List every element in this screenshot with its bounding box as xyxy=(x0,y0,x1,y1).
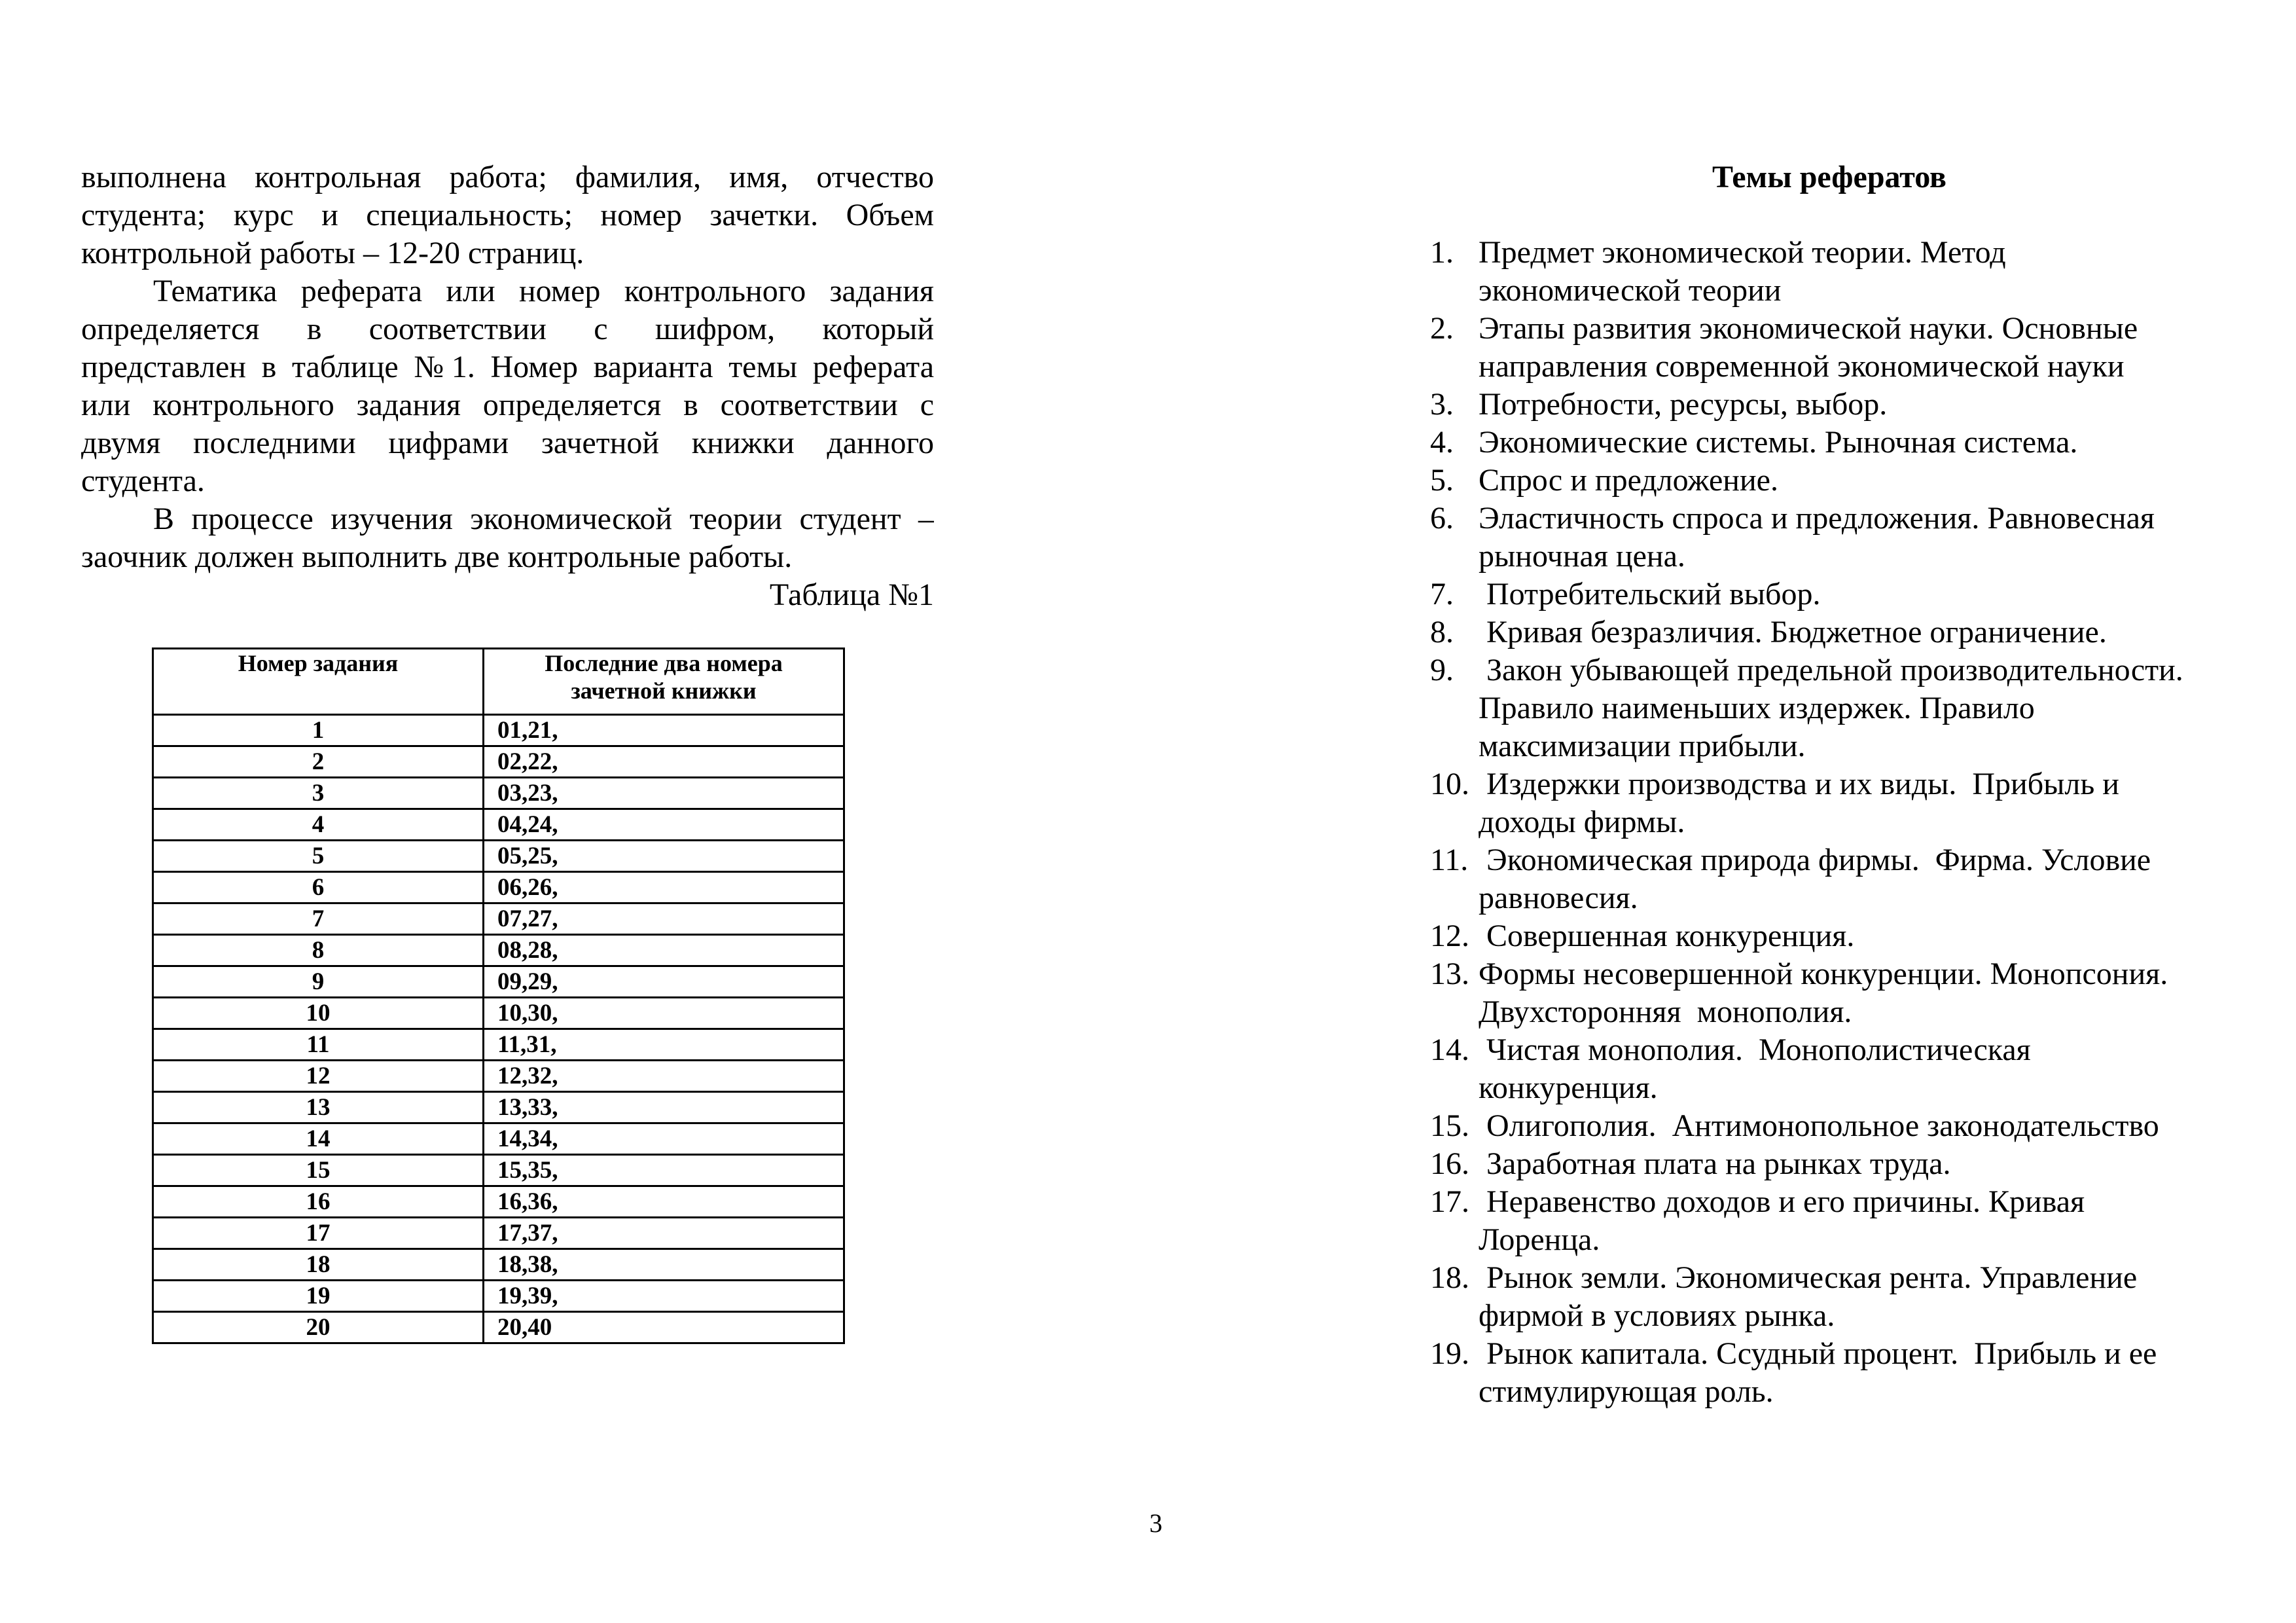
topic-item xyxy=(1430,651,2235,765)
topic-number: 8. xyxy=(1430,615,1454,649)
topic-number: 19. xyxy=(1430,1336,1469,1371)
topic-line: рыночная цена. xyxy=(1479,539,1685,574)
task-number-cell: 12 xyxy=(153,1061,484,1092)
topic-line: Спрос и предложение. xyxy=(1479,463,1778,498)
table-header-row xyxy=(153,649,844,715)
topic-number: 11. xyxy=(1430,843,1469,877)
record-digits-cell: 10,30, xyxy=(484,998,844,1029)
topic-item xyxy=(1430,765,2235,841)
topic-number: 10. xyxy=(1430,767,1469,801)
topic-text xyxy=(1479,500,2155,575)
topic-number: 6. xyxy=(1430,501,1454,536)
paragraph-line: определяется в соответствии с шифром, который xyxy=(81,312,934,346)
topic-item xyxy=(1430,575,2235,613)
record-digits-cell: 12,32, xyxy=(484,1061,844,1092)
table-caption: Таблица №1 xyxy=(769,577,934,612)
topic-text xyxy=(1479,955,2168,1031)
topic-number: 18. xyxy=(1430,1260,1469,1295)
task-number-cell: 9 xyxy=(153,966,484,998)
header-record-book-digits: Последние два номера зачетной книжки xyxy=(484,649,844,715)
record-digits-cell: 02,22, xyxy=(484,746,844,778)
topics-list xyxy=(1430,234,2235,1411)
topic-line: Предмет экономической теории. Метод xyxy=(1479,235,2006,270)
task-number-cell: 1 xyxy=(153,715,484,746)
topic-line: Совершенная конкуренция. xyxy=(1479,919,1855,953)
topic-item xyxy=(1430,1183,2235,1259)
topic-line: Рынок капитала. Ссудный процент. Прибыль и ее xyxy=(1479,1336,2157,1371)
topic-line: Лоренца. xyxy=(1479,1222,1600,1257)
topic-text xyxy=(1479,1031,2031,1107)
topic-number: 3. xyxy=(1430,387,1454,422)
task-number-cell: 20 xyxy=(153,1312,484,1343)
table-row xyxy=(153,966,844,998)
topic-text xyxy=(1479,1145,1951,1183)
table-row xyxy=(153,872,844,903)
record-digits-cell: 04,24, xyxy=(484,809,844,841)
record-digits-cell: 13,33, xyxy=(484,1092,844,1123)
table-row xyxy=(153,1218,844,1249)
topic-number: 4. xyxy=(1430,425,1454,460)
topic-number: 17. xyxy=(1430,1184,1469,1219)
topic-item xyxy=(1430,462,2235,500)
right-page-topics xyxy=(1430,158,2235,1411)
paragraph-line: студента; курс и специальность; номер зачетки. Объем xyxy=(81,198,934,232)
record-digits-cell: 18,38, xyxy=(484,1249,844,1281)
paragraph-line: двумя последними цифрами зачетной книжки данного xyxy=(81,426,934,460)
task-number-cell: 16 xyxy=(153,1186,484,1218)
topic-line: направления современной экономической науки xyxy=(1479,349,2125,384)
topic-item xyxy=(1430,841,2235,917)
table-row xyxy=(153,1061,844,1092)
topic-item xyxy=(1430,386,2235,424)
topic-line: Потребительский выбор. xyxy=(1479,577,1821,611)
topic-text xyxy=(1479,1335,2157,1411)
topic-item xyxy=(1430,917,2235,955)
topic-item xyxy=(1430,500,2235,575)
topic-line: Неравенство доходов и его причины. Кривая xyxy=(1479,1184,2085,1219)
table-row xyxy=(153,746,844,778)
topic-item xyxy=(1430,1031,2235,1107)
topic-item xyxy=(1430,1107,2235,1145)
topic-line: Экономическая природа фирмы. Фирма. Условие xyxy=(1479,843,2151,877)
topic-number: 13. xyxy=(1430,957,1469,991)
paragraph-line: представлен в таблице №1. Номер варианта темы реферата xyxy=(81,350,934,384)
topic-line: Чистая монополия. Монополистическая xyxy=(1479,1032,2031,1067)
topic-text xyxy=(1479,386,1887,424)
task-number-cell: 4 xyxy=(153,809,484,841)
topic-line: Рынок земли. Экономическая рента. Управление xyxy=(1479,1260,2138,1295)
task-number-cell: 19 xyxy=(153,1281,484,1312)
record-digits-cell: 01,21, xyxy=(484,715,844,746)
paragraph-line: студента. xyxy=(81,464,205,498)
topic-number: 15. xyxy=(1430,1108,1469,1143)
record-digits-cell: 19,39, xyxy=(484,1281,844,1312)
task-number-cell: 5 xyxy=(153,841,484,872)
topic-text xyxy=(1479,765,2119,841)
topic-line: Этапы развития экономической науки. Основные xyxy=(1479,311,2138,346)
topic-line: Формы несовершенной конкуренции. Монопсония. xyxy=(1479,957,2168,991)
task-number-cell: 14 xyxy=(153,1123,484,1155)
topic-line: равновесия. xyxy=(1479,881,1638,915)
task-number-cell: 18 xyxy=(153,1249,484,1281)
table-row xyxy=(153,1155,844,1186)
record-digits-cell: 07,27, xyxy=(484,903,844,935)
table-row xyxy=(153,935,844,966)
topic-line: Двухсторонняя монополия. xyxy=(1479,994,1852,1029)
topic-text xyxy=(1479,462,1778,500)
record-digits-cell: 16,36, xyxy=(484,1186,844,1218)
topic-line: Олигополия. Антимонопольное законодательство xyxy=(1479,1108,2159,1143)
paragraph-line: Тематика реферата или номер контрольного задания xyxy=(153,274,934,308)
topic-number: 9. xyxy=(1430,653,1454,687)
topic-line: Потребности, ресурсы, выбор. xyxy=(1479,387,1888,422)
task-number-cell: 17 xyxy=(153,1218,484,1249)
topic-item xyxy=(1430,310,2235,386)
topic-line: Правило наименьших издержек. Правило xyxy=(1479,691,2035,725)
page-number: 3 xyxy=(1149,1508,1162,1538)
topic-text xyxy=(1479,1107,2159,1145)
paragraph-line: заочник должен выполнить две контрольные работы. xyxy=(81,539,793,574)
record-digits-cell: 15,35, xyxy=(484,1155,844,1186)
table-row xyxy=(153,1281,844,1312)
table-row xyxy=(153,1123,844,1155)
topic-line: Кривая безразличия. Бюджетное ограничение. xyxy=(1479,615,2107,649)
task-number-cell: 3 xyxy=(153,778,484,809)
record-digits-cell: 14,34, xyxy=(484,1123,844,1155)
topic-line: Заработная плата на рынках труда. xyxy=(1479,1146,1951,1181)
topic-item xyxy=(1430,613,2235,651)
record-digits-cell: 20,40 xyxy=(484,1312,844,1343)
task-number-cell: 7 xyxy=(153,903,484,935)
record-digits-cell: 17,37, xyxy=(484,1218,844,1249)
topic-text xyxy=(1479,917,1854,955)
record-digits-cell: 11,31, xyxy=(484,1029,844,1061)
topic-item xyxy=(1430,234,2235,310)
topic-text xyxy=(1479,1183,2085,1259)
task-number-cell: 2 xyxy=(153,746,484,778)
paragraph-line: или контрольного задания определяется в соответствии с xyxy=(81,388,934,422)
header-task-number: Номер задания xyxy=(153,649,484,715)
topic-line: Эластичность спроса и предложения. Равновесная xyxy=(1479,501,2155,536)
topic-text xyxy=(1479,841,2151,917)
table-row xyxy=(153,841,844,872)
topic-line: максимизации прибыли. xyxy=(1479,729,1806,763)
table-row xyxy=(153,903,844,935)
left-page-text xyxy=(81,158,934,614)
topic-text xyxy=(1479,613,2107,651)
table-row xyxy=(153,1029,844,1061)
topic-line: доходы фирмы. xyxy=(1479,805,1685,839)
topic-line: Экономические системы. Рыночная система. xyxy=(1479,425,2078,460)
topic-line: конкуренция. xyxy=(1479,1070,1658,1105)
task-number-cell: 15 xyxy=(153,1155,484,1186)
task-number-cell: 8 xyxy=(153,935,484,966)
table-row xyxy=(153,715,844,746)
table-row xyxy=(153,809,844,841)
record-digits-cell: 05,25, xyxy=(484,841,844,872)
topic-text xyxy=(1479,1259,2137,1335)
task-number-cell: 11 xyxy=(153,1029,484,1061)
topic-line: Закон убывающей предельной производительности. xyxy=(1479,653,2183,687)
topic-text xyxy=(1479,310,2138,386)
topic-text xyxy=(1479,234,2006,310)
topic-item xyxy=(1430,955,2235,1031)
task-number-cell: 6 xyxy=(153,872,484,903)
topic-line: экономической теории xyxy=(1479,273,1782,308)
record-digits-cell: 03,23, xyxy=(484,778,844,809)
table-row xyxy=(153,1186,844,1218)
topic-number: 12. xyxy=(1430,919,1469,953)
topic-text xyxy=(1479,651,2183,765)
topic-number: 5. xyxy=(1430,463,1454,498)
topics-title: Темы рефератов xyxy=(1712,160,1946,194)
task-number-cell: 13 xyxy=(153,1092,484,1123)
topic-line: Издержки производства и их виды. Прибыль и xyxy=(1479,767,2119,801)
paragraph-line: выполнена контрольная работа; фамилия, имя, отчество xyxy=(81,160,934,194)
topic-number: 16. xyxy=(1430,1146,1469,1181)
topic-text xyxy=(1479,575,1820,613)
table-row xyxy=(153,1092,844,1123)
table-row xyxy=(153,1249,844,1281)
topic-line: стимулирующая роль. xyxy=(1479,1374,1774,1409)
topic-number: 1. xyxy=(1430,235,1454,270)
paragraph-line: В процессе изучения экономической теории студент – xyxy=(153,501,934,536)
topic-number: 7. xyxy=(1430,577,1454,611)
task-number-cell: 10 xyxy=(153,998,484,1029)
topic-item xyxy=(1430,1145,2235,1183)
body-paragraphs xyxy=(81,158,934,576)
topic-item xyxy=(1430,1259,2235,1335)
topic-item xyxy=(1430,424,2235,462)
record-digits-cell: 06,26, xyxy=(484,872,844,903)
variant-table xyxy=(152,647,845,1344)
table-row xyxy=(153,778,844,809)
table-row xyxy=(153,998,844,1029)
record-digits-cell: 08,28, xyxy=(484,935,844,966)
topic-line: фирмой в условиях рынка. xyxy=(1479,1298,1835,1333)
paragraph-line: контрольной работы – 12-20 страниц. xyxy=(81,236,584,270)
topic-number: 14. xyxy=(1430,1032,1469,1067)
table-row xyxy=(153,1312,844,1343)
topic-number: 2. xyxy=(1430,311,1454,346)
topic-text xyxy=(1479,424,2077,462)
record-digits-cell: 09,29, xyxy=(484,966,844,998)
topic-item xyxy=(1430,1335,2235,1411)
